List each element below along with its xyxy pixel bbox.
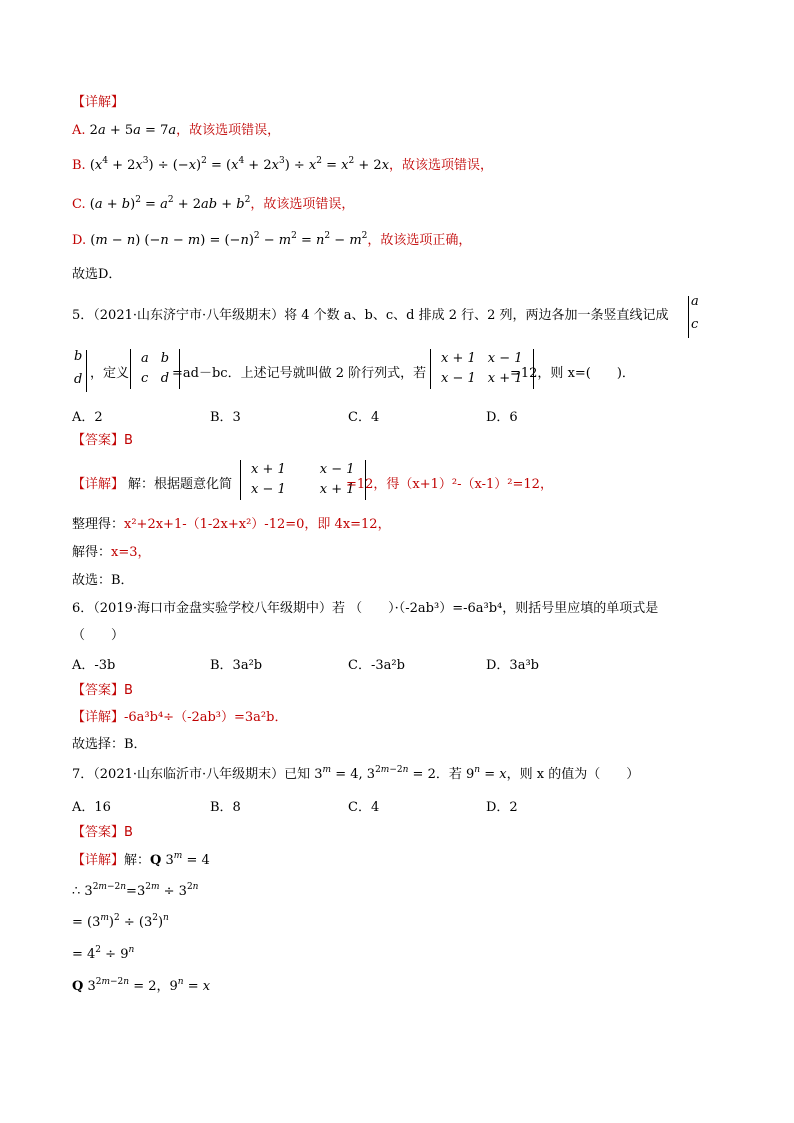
q7-step-3: = $4^2 \div 9^n$ — [72, 945, 135, 962]
q5-detail-eq: =12，得（x+1）²-（x-1）²=12， — [346, 477, 553, 492]
q7-step-1: ∴ $3^{2m-2n}=3^{2m} \div 3^{2n}$ — [72, 882, 199, 899]
q5-option-b: B．3 — [210, 410, 241, 425]
q5-tail: =12，则 x=( )． — [510, 366, 635, 381]
q5-detail-determinant: x + 1 x − 1 x − 1 x + 1 — [240, 460, 366, 500]
q5-option-d: D．6 — [486, 410, 518, 425]
option-b-comment: ，故该选项错误， — [389, 158, 494, 173]
q7-step-4: Q $3^{2m-2n} = 2$，$9^n = x$ — [72, 977, 211, 994]
option-c-comment: ，故该选项错误， — [250, 197, 355, 212]
q5-det-left-bar — [688, 296, 689, 338]
q5-answer: 【答案】B — [72, 433, 133, 448]
q7-option-c: C．4 — [348, 800, 380, 815]
q5-det-a: a — [691, 294, 699, 309]
option-a-expr: 2a + 5a = 7a — [89, 123, 177, 138]
q5-solve-expr: x=3， — [111, 545, 151, 560]
option-d-line: D. (m − n) $(-n - m) = (-n)^2 - m^2 = n^2 - m^2$，故该选项正确， — [72, 231, 472, 248]
q7-given-expr: $3^m = 4$, $3^{2m-2n} = 2$ — [314, 765, 436, 782]
q6-stem-blank: （ ） — [72, 628, 125, 643]
q7-step-2: = $(3^m)^2 \div (3^2)^n$ — [72, 913, 169, 930]
q7-given-expr-2: $9^n = x$ — [466, 765, 507, 782]
q6-option-c: C．-3a²b — [348, 658, 405, 673]
q5-det-b: b — [74, 349, 83, 364]
option-b-expr: $(x^4 + 2x^3) \div (-x)^2 = (x^4 + 2x^3) \div x^2 = x^2 + 2x$ — [89, 156, 390, 173]
q5-solve-line: 解得：x=3， — [72, 545, 151, 560]
q7-option-b: B．8 — [210, 800, 241, 815]
q7-answer: 【答案】B — [72, 825, 133, 840]
prev-conclusion: 故选D． — [72, 267, 122, 282]
q5-option-c: C．4 — [348, 410, 380, 425]
q5-conclusion: 故选：B． — [72, 573, 134, 588]
q7-detail-line: 【详解】解：Q $3^m = 4$ — [72, 851, 210, 868]
q7-option-a: A．16 — [72, 800, 111, 815]
detail-heading: 【详解】 — [72, 95, 125, 110]
q6-option-a: A．-3b — [72, 658, 116, 673]
q5-det-right-bar — [86, 350, 87, 392]
q5-detail-prefix: 【详解】 — [72, 477, 125, 492]
q5-def-text: =ad－bc．上述记号就叫做 2 阶行列式，若 — [172, 366, 427, 381]
q6-stem: 6．（2019·海口市金盘实验学校八年级期中）若 （ ）·（-2ab³）=-6a³b⁴，则括号里应填的单项式是 — [72, 601, 659, 616]
q5-det-d: d — [74, 372, 83, 387]
option-d-expr: (m − n) $(-n - m) = (-n)^2 - m^2 = n^2 - m^2$ — [90, 231, 368, 248]
q5-det-c: c — [691, 317, 699, 332]
q5-simplify-expr: x²+2x+1-（1-2x+x²）-12=0，即 4x=12， — [124, 517, 391, 532]
q5-given-determinant: x + 1 x − 1 x − 1 x + 1 — [430, 349, 534, 389]
q5-def-determinant: a b c d — [130, 349, 180, 389]
option-c-line: C. $(a + b)^2 = a^2 + 2ab + b^2$，故该选项错误， — [72, 195, 355, 212]
q5-option-a: A．2 — [72, 410, 103, 425]
option-a-line: A. 2a + 5a = 7a，故该选项错误， — [72, 123, 281, 138]
q6-option-d: D．3a³b — [486, 658, 539, 673]
q5-define-label: ，定义 — [90, 366, 130, 381]
q6-answer: 【答案】B — [72, 683, 133, 698]
option-c-expr: $(a + b)^2 = a^2 + 2ab + b^2$ — [89, 195, 251, 212]
q6-conclusion: 故选择：B． — [72, 737, 147, 752]
q6-option-b: B．3a²b — [210, 658, 263, 673]
q5-detail-text: 解：根据题意化简 — [128, 477, 233, 492]
option-d-comment: ，故该选项正确， — [367, 233, 472, 248]
q7-option-d: D．2 — [486, 800, 518, 815]
q5-stem-line1: 5．（2021·山东济宁市·八年级期末）将 4 个数 a、b、c、d 排成 2 行、2 列，两边各加一条竖直线记成 — [72, 308, 669, 323]
q6-detail-expr: -6a³b⁴÷（-2ab³）=3a²b． — [124, 710, 288, 725]
q5-simplify-line: 整理得：x²+2x+1-（1-2x+x²）-12=0，即 4x=12， — [72, 517, 391, 532]
option-b-line: B. $(x^4 + 2x^3) \div (-x)^2 = (x^4 + 2x^3) \div x^2 = x^2 + 2x$，故该选项错误， — [72, 156, 494, 173]
q6-detail-line: 【详解】-6a³b⁴÷（-2ab³）=3a²b． — [72, 710, 288, 725]
option-a-comment: ，故该选项错误， — [176, 123, 281, 138]
q7-stem: 7．（2021·山东临沂市·八年级期末）已知 $3^m = 4$, $3^{2m-2n} = 2$．若 $9^n = x$，则 x 的值为（ ） — [72, 765, 640, 782]
